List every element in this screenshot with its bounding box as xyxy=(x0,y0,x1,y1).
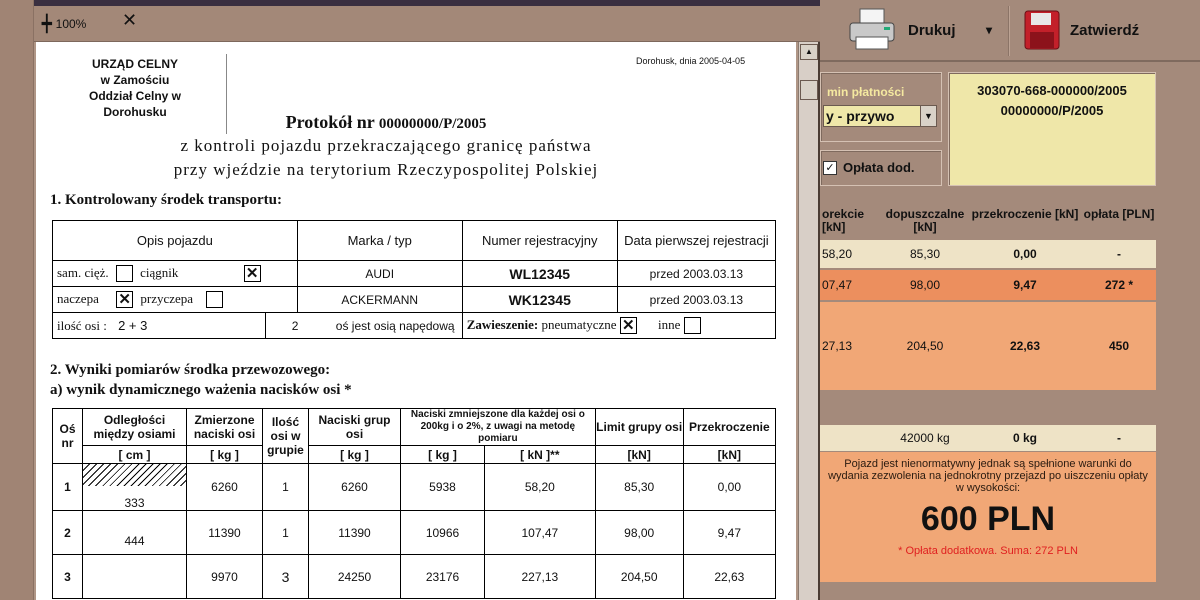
summary-header-col2: dopuszczalne [kN] xyxy=(885,207,965,234)
unit-cell: [kN] xyxy=(683,446,775,464)
document-number-line1: 303070-668-000000/2005 xyxy=(977,83,1127,98)
preview-scrollbar[interactable] xyxy=(798,42,818,600)
result-text: Pojazd jest nienormatywny jednak są spełnione warunki do wydania zezwolenia na jednokrotny przejazd po uiszczeniu opłaty w wysokości: xyxy=(828,458,1148,494)
close-icon[interactable]: ✕ xyxy=(122,10,138,30)
table-cell: 98,00 xyxy=(595,511,683,555)
table-header: Numer rejestracyjny xyxy=(462,221,617,261)
table-header: Marka / typ xyxy=(297,221,462,261)
payment-method-value: y - przywo xyxy=(826,108,895,124)
axles-label: ilość osi : xyxy=(57,317,107,333)
table-cell: 1 xyxy=(263,464,309,511)
summary-cell: 22,63 xyxy=(1009,339,1041,353)
additional-fee-label: Opłata dod. xyxy=(843,160,915,175)
section-heading: 2. Wyniki pomiarów środka przewozowego: xyxy=(50,362,331,378)
suspension-cell xyxy=(462,313,775,339)
table-header-row xyxy=(53,221,776,261)
table-header: Ilość osi w grupie xyxy=(263,409,309,464)
summary-row xyxy=(820,302,1156,390)
result-note: * Opłata dodatkowa. Suma: 272 PLN xyxy=(898,545,1078,557)
confirm-label: Zatwierdź xyxy=(1070,21,1140,39)
summary-cell: 27,13 xyxy=(822,339,853,353)
mass-allowed: 42000 kg xyxy=(900,431,950,445)
total-mass-row xyxy=(820,425,1156,451)
unit-cell: [ kg ] xyxy=(187,446,263,464)
axles-cell xyxy=(53,313,266,339)
vehicle-type-label: naczepa xyxy=(57,290,99,306)
payment-method-select[interactable] xyxy=(823,105,937,127)
chevron-down-icon: ▾ xyxy=(985,23,993,37)
table-row xyxy=(53,511,776,555)
axle-distance-cell xyxy=(83,464,187,511)
table-row xyxy=(53,464,776,511)
zoom-value: 100% xyxy=(55,17,87,31)
table-cell: 11390 xyxy=(309,511,401,555)
customs-office xyxy=(70,56,200,120)
office-line: Oddział Celny w xyxy=(88,89,181,103)
table-header-row xyxy=(53,409,776,446)
measurement-table xyxy=(52,408,776,599)
vehicle-type-label: sam. cięż. xyxy=(57,264,109,280)
summary-header-col1: orekcie [kN] xyxy=(822,207,865,234)
vehicle-type-cell xyxy=(53,261,298,287)
summary-header-col4: opłata [PLN] xyxy=(1083,207,1155,221)
axle-number: 3 xyxy=(53,555,83,599)
table-header: Zmierzone naciski osi xyxy=(187,409,263,446)
table-cell: 24250 xyxy=(309,555,401,599)
table-cell: 11390 xyxy=(187,511,263,555)
result-amount: 600 PLN xyxy=(920,500,1056,538)
summary-cell: 204,50 xyxy=(906,339,944,353)
table-header: Opis pojazdu xyxy=(53,221,298,261)
unit-cell: [ kg ] xyxy=(401,446,485,464)
document-page xyxy=(36,42,796,600)
protocol-number: 00000000/P/2005 xyxy=(378,116,487,132)
summary-cell: 272 * xyxy=(1104,278,1134,292)
vehicle-type-label: przyczepa xyxy=(140,290,194,306)
hatched-cell xyxy=(83,464,186,486)
summary-cell: 58,20 xyxy=(822,247,853,261)
print-label: Drukuj xyxy=(908,21,956,39)
mass-excess: 0 kg xyxy=(1012,431,1037,445)
table-header: Oś nr xyxy=(53,409,83,464)
brand-cell: ACKERMANN xyxy=(297,287,462,313)
scrollbar-thumb[interactable] xyxy=(800,80,818,100)
table-cell: 204,50 xyxy=(595,555,683,599)
table-cell: 10966 xyxy=(401,511,485,555)
brand-cell: AUDI xyxy=(297,261,462,287)
registration-cell: WK12345 xyxy=(462,287,617,313)
table-row xyxy=(53,287,776,313)
table-header: Naciski zmniejszone dla każdej osi o 200kg i o 2%, z uwagi na metodę pomiaru xyxy=(401,409,596,446)
table-header: Odległości między osiami xyxy=(83,409,187,446)
axle-number: 2 xyxy=(53,511,83,555)
top-toolbar xyxy=(820,0,1200,62)
left-strip xyxy=(0,0,34,600)
table-cell: 1 xyxy=(263,511,309,555)
confirm-button[interactable] xyxy=(1024,6,1139,54)
registration-cell: WL12345 xyxy=(462,261,617,287)
unit-cell: [ kN ]** xyxy=(485,446,596,464)
floppy-disk-icon xyxy=(1024,10,1060,50)
summary-cell: - xyxy=(1117,247,1121,261)
axle-distance: 444 xyxy=(83,511,187,555)
other-checkbox xyxy=(684,317,701,334)
pneumatic-checkbox: ✕ xyxy=(620,317,637,334)
table-cell: 9,47 xyxy=(683,511,775,555)
subsection-heading: a) wynik dynamicznego ważenia nacisków osi * xyxy=(50,382,352,398)
table-cell: 58,20 xyxy=(485,464,596,511)
vehicle-table xyxy=(52,220,776,339)
driven-axle-label: oś jest osią napędową xyxy=(335,318,455,333)
table-cell: 6260 xyxy=(187,464,263,511)
place-date: Dorohusk, dnia 2005-04-05 xyxy=(636,56,746,66)
table-cell: 227,13 xyxy=(485,555,596,599)
axles-value: 2 + 3 xyxy=(118,317,148,333)
table-cell: 23176 xyxy=(401,555,485,599)
truck-checkbox xyxy=(116,265,133,282)
summary-row xyxy=(820,240,1156,268)
summary-header xyxy=(820,208,1156,238)
unit-cell: [kN] xyxy=(595,446,683,464)
vehicle-type-cell xyxy=(53,287,298,313)
table-cell: 107,47 xyxy=(485,511,596,555)
office-line: URZĄD CELNY xyxy=(92,57,178,71)
driven-axle-number: 2 xyxy=(291,318,299,333)
table-header: Naciski grup osi xyxy=(309,409,401,446)
toolbar-separator xyxy=(1008,6,1010,56)
axle-number: 1 xyxy=(53,464,83,511)
table-cell: 6260 xyxy=(309,464,401,511)
print-preview-window xyxy=(34,0,820,600)
zoom-icon: ┿ xyxy=(42,16,52,33)
summary-row xyxy=(820,270,1156,300)
protocol-title xyxy=(36,112,736,133)
document-numbers-panel xyxy=(948,72,1156,186)
suspension-label: Zawieszenie: xyxy=(466,316,539,332)
printer-icon xyxy=(846,7,898,53)
table-row xyxy=(53,555,776,599)
summary-cell: 85,30 xyxy=(909,247,941,261)
pneumatic-label: pneumatyczne xyxy=(541,316,617,332)
payment-method-title: min płatności xyxy=(827,85,905,99)
scroll-up-icon[interactable]: ▲ xyxy=(800,44,818,60)
table-header: Przekroczenie xyxy=(683,409,775,446)
semitrailer-checkbox: ✕ xyxy=(116,291,133,308)
protocol-subtitle: przy wjeździe na terytorium Rzeczypospolitej Polskiej xyxy=(173,160,599,179)
unit-cell: [ cm ] xyxy=(83,446,187,464)
additional-fee-checkbox[interactable]: ✓ xyxy=(823,161,837,175)
vehicle-type-label: ciągnik xyxy=(140,264,179,280)
registration-date-cell: przed 2003.03.13 xyxy=(617,287,775,313)
table-header: Data pierwszej rejestracji xyxy=(617,221,775,261)
protocol-subtitle: z kontroli pojazdu przekraczającego granicę państwa xyxy=(180,136,592,155)
zoom-control[interactable] xyxy=(42,14,86,34)
table-cell: 85,30 xyxy=(595,464,683,511)
driven-axle-cell xyxy=(265,313,462,339)
print-button[interactable] xyxy=(846,6,956,54)
result-box xyxy=(820,452,1156,582)
table-cell: 9970 xyxy=(187,555,263,599)
office-line: w Zamościu xyxy=(100,73,170,87)
unit-row xyxy=(53,446,776,464)
unit-cell: [ kg ] xyxy=(309,446,401,464)
payment-method-panel xyxy=(820,72,942,142)
summary-panel xyxy=(820,200,1156,600)
section-heading: 1. Kontrolowany środek transportu: xyxy=(50,192,282,208)
table-row xyxy=(53,261,776,287)
office-line: Dorohusku xyxy=(103,105,167,119)
axle-distance xyxy=(83,555,187,599)
summary-header-col3: przekroczenie [kN] xyxy=(971,207,1079,221)
protocol-title-text: Protokół nr xyxy=(285,112,375,132)
summary-cell: 0,00 xyxy=(1013,247,1037,261)
summary-cell: 9,47 xyxy=(1013,278,1037,292)
summary-cell: 98,00 xyxy=(909,278,941,292)
additional-fee-panel xyxy=(820,150,942,186)
print-dropdown-button[interactable] xyxy=(980,6,998,54)
table-cell: 22,63 xyxy=(683,555,775,599)
table-header: Limit grupy osi xyxy=(595,409,683,446)
table-cell: 5938 xyxy=(401,464,485,511)
summary-cell: 450 xyxy=(1108,339,1130,353)
document-number-line2: 00000000/P/2005 xyxy=(1000,103,1104,118)
table-cell: 3 xyxy=(263,555,309,599)
axle-distance: 333 xyxy=(124,496,145,510)
other-label: inne xyxy=(658,316,681,332)
preview-toolbar xyxy=(34,6,820,42)
registration-date-cell: przed 2003.03.13 xyxy=(617,261,775,287)
table-row xyxy=(53,313,776,339)
chevron-down-icon[interactable]: ▼ xyxy=(920,106,936,126)
tractor-checkbox: ✕ xyxy=(244,265,261,282)
trailer-checkbox xyxy=(206,291,223,308)
summary-cell: 07,47 xyxy=(822,278,853,292)
table-cell: 0,00 xyxy=(683,464,775,511)
mass-fee: - xyxy=(1117,431,1121,445)
